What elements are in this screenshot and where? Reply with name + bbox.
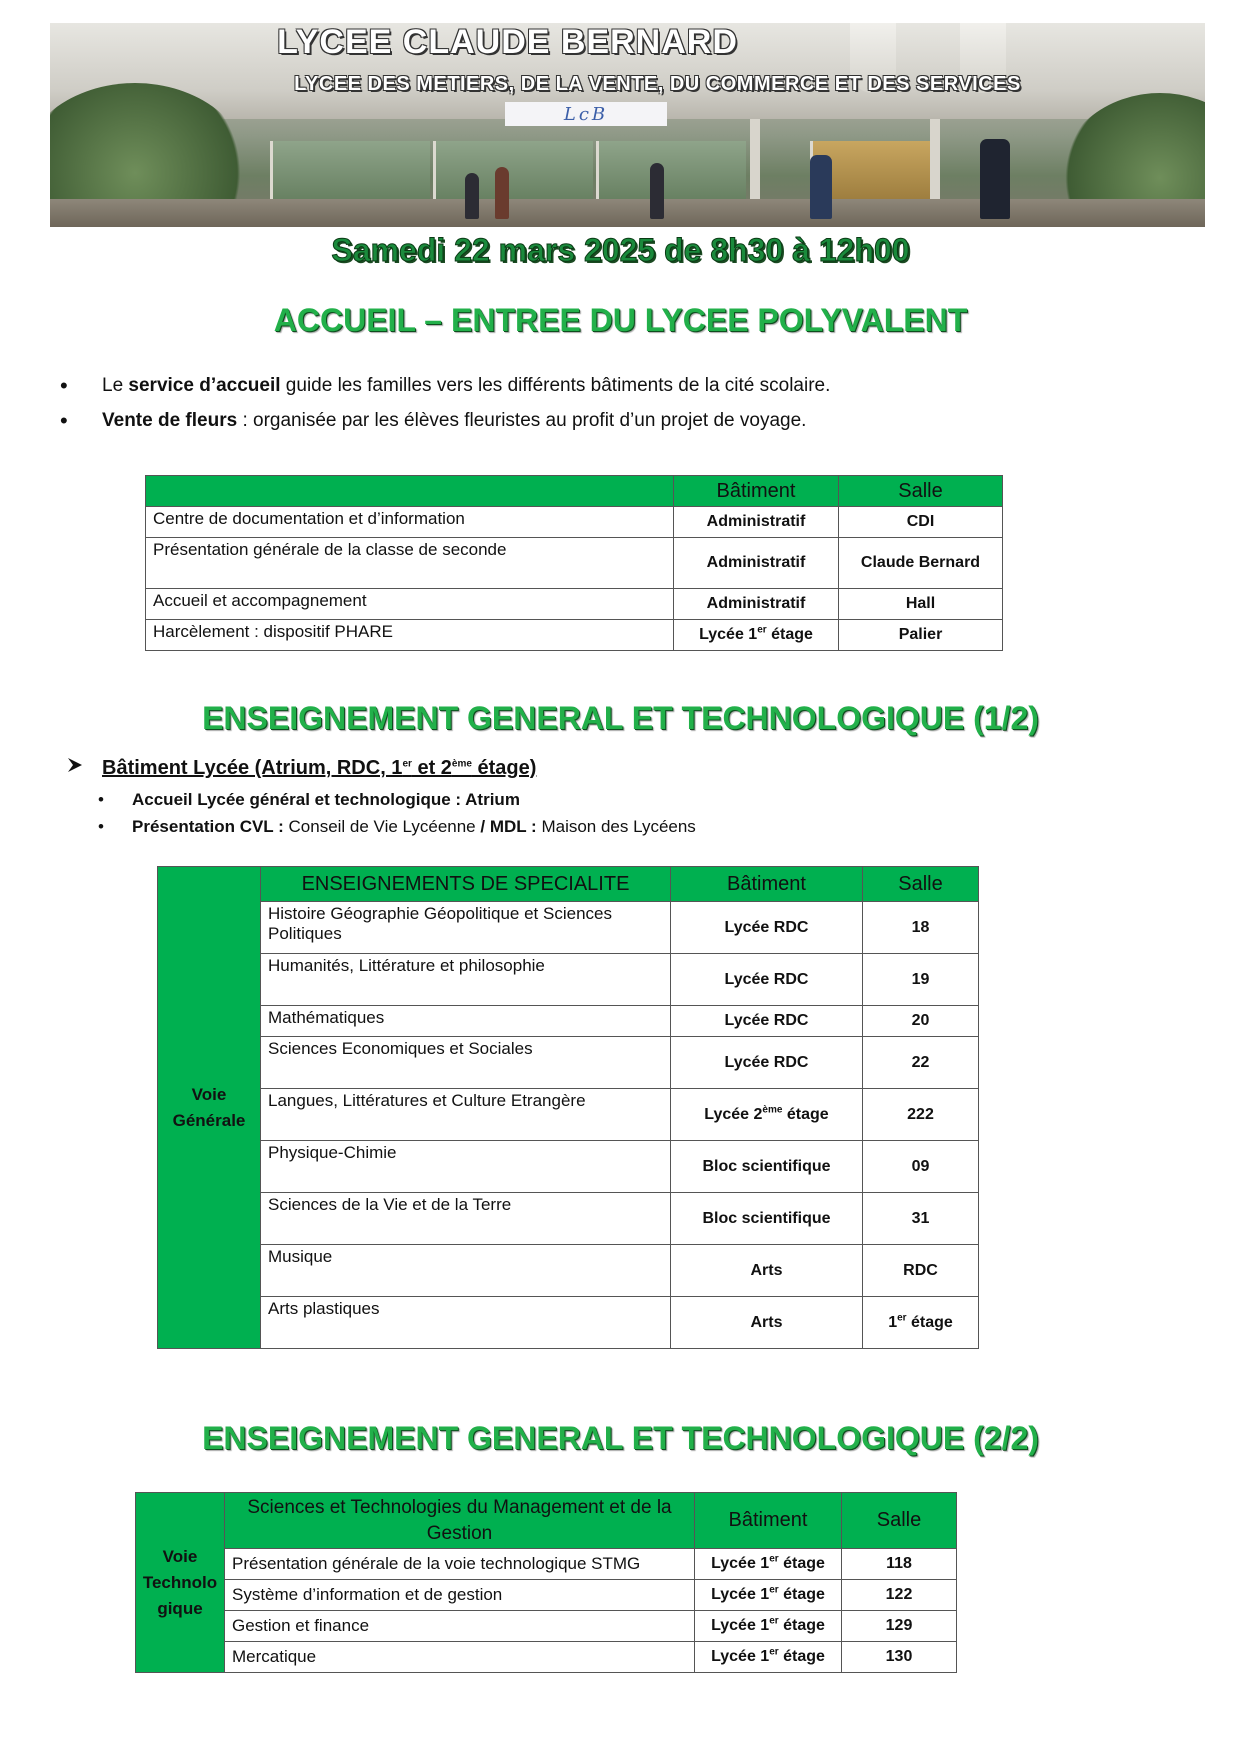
table-cell: Mercatique <box>225 1642 695 1673</box>
table-cell: Lycée RDC <box>671 954 863 1006</box>
cell-text: étage <box>778 1586 825 1603</box>
table-cell <box>674 620 839 651</box>
bullet-text: : organisée par les élèves fleuristes au profit d’un projet de voyage. <box>237 410 807 431</box>
table-cell: Mathématiques <box>261 1006 671 1037</box>
egt1-heading: ENSEIGNEMENT GENERAL ET TECHNOLOGIQUE (1/2) <box>202 700 1039 736</box>
table-header-row <box>146 476 1003 507</box>
table-cell: 118 <box>842 1549 957 1580</box>
table-cell: Humanités, Littérature et philosophie <box>261 954 671 1006</box>
banner-person <box>465 173 479 219</box>
arrow-bullet-icon <box>66 756 86 780</box>
table-cell: 122 <box>842 1580 957 1611</box>
table-cell: 20 <box>863 1006 979 1037</box>
cell-sup: er <box>769 1615 779 1627</box>
cell-text: étage <box>782 1105 829 1123</box>
table-row <box>158 902 979 954</box>
bullet-bold: Accueil Lycée général et technologique : Atrium <box>132 790 520 809</box>
banner-ground <box>50 199 1205 227</box>
table-cell: Administratif <box>674 589 839 620</box>
table-row <box>146 538 1003 589</box>
table-row <box>136 1549 957 1580</box>
table-cell: 130 <box>842 1642 957 1673</box>
table-cell: Claude Bernard <box>839 538 1003 589</box>
table-header-cell: Bâtiment <box>695 1493 842 1549</box>
table-cell: 129 <box>842 1611 957 1642</box>
cell-sup: er <box>769 1553 779 1565</box>
building-line-text <box>102 757 536 779</box>
cell-text: étage <box>778 1555 825 1572</box>
table-row <box>146 589 1003 620</box>
cell-text: Lycée 1 <box>711 1648 770 1665</box>
banner-person <box>650 163 664 219</box>
table-cell: RDC <box>863 1245 979 1297</box>
cell-text: étage <box>778 1648 825 1665</box>
table-cell <box>695 1549 842 1580</box>
list-item <box>60 403 830 438</box>
cell-sup: ème <box>762 1104 783 1116</box>
table-header-row <box>158 867 979 902</box>
table-cell: Langues, Littératures et Culture Etrangère <box>261 1089 671 1141</box>
list-item <box>60 368 830 403</box>
table-header-row <box>136 1493 957 1549</box>
table-row <box>158 1089 979 1141</box>
table-cell <box>695 1642 842 1673</box>
table-cell: Présentation générale de la voie technologique STMG <box>225 1549 695 1580</box>
building-text: et 2 <box>411 757 452 779</box>
banner-person <box>810 155 832 219</box>
cell-text: Lycée 1 <box>711 1555 770 1572</box>
bullet-text: guide les familles vers les différents bâtiments de la cité scolaire. <box>280 375 831 396</box>
group-label: gique <box>157 1598 203 1618</box>
table-cell: 09 <box>863 1141 979 1193</box>
table-row <box>158 1006 979 1037</box>
table-header-cell: Salle <box>842 1493 957 1549</box>
group-label: Voie <box>191 1084 227 1104</box>
table-cell: Centre de documentation et d’information <box>146 507 674 538</box>
bullet-text: Le <box>102 375 129 396</box>
table-cell: Lycée RDC <box>671 1006 863 1037</box>
bullet-bold: Vente de fleurs <box>102 410 238 431</box>
bullet-text: Conseil de Vie Lycéenne <box>283 817 481 836</box>
cell-text: étage <box>766 626 813 643</box>
cell-text: étage <box>906 1313 953 1331</box>
bullet-text: Maison des Lycéens <box>536 817 696 836</box>
table-cell: Histoire Géographie Géopolitique et Sciences Politiques <box>261 902 671 954</box>
bullet-bold: service d’accueil <box>128 375 281 396</box>
table-row <box>158 1037 979 1089</box>
table-cell: Accueil et accompagnement <box>146 589 674 620</box>
table-row <box>158 1193 979 1245</box>
table-cell: Harcèlement : dispositif PHARE <box>146 620 674 651</box>
table-cell: Gestion et finance <box>225 1611 695 1642</box>
table-cell: Arts <box>671 1245 863 1297</box>
cell-sup: er <box>897 1312 907 1324</box>
building-sup: er <box>402 758 412 770</box>
table-cell: Sciences de la Vie et de la Terre <box>261 1193 671 1245</box>
specialite-table <box>157 866 979 1349</box>
table-cell <box>695 1611 842 1642</box>
cell-text: Lycée 1 <box>711 1586 770 1603</box>
banner-person <box>980 139 1010 219</box>
building-text: étage) <box>471 757 537 779</box>
table-header-cell: Bâtiment <box>671 867 863 902</box>
table-cell: Administratif <box>674 507 839 538</box>
table-cell: Lycée RDC <box>671 902 863 954</box>
voie-technologique-cell <box>136 1493 225 1673</box>
group-label: Générale <box>172 1110 246 1130</box>
bullet-bold: Présentation CVL : <box>132 817 284 836</box>
building-text: Bâtiment Lycée (Atrium, RDC, 1 <box>102 757 403 779</box>
table-row <box>136 1580 957 1611</box>
table-cell: 222 <box>863 1089 979 1141</box>
cell-text: Lycée 1 <box>699 626 758 643</box>
egt1-bullet-list <box>98 786 696 840</box>
table-cell: Arts <box>671 1297 863 1349</box>
table-cell: 19 <box>863 954 979 1006</box>
table-cell: Hall <box>839 589 1003 620</box>
stmg-table <box>135 1492 957 1673</box>
event-date: Samedi 22 mars 2025 de 8h30 à 12h00 <box>331 232 910 268</box>
table-cell: Bloc scientifique <box>671 1141 863 1193</box>
list-item <box>98 813 696 840</box>
table-header-cell <box>146 476 674 507</box>
table-row <box>146 507 1003 538</box>
cell-sup: er <box>757 624 767 636</box>
banner-title: LYCEE CLAUDE BERNARD <box>277 23 738 61</box>
cell-text: Lycée 2 <box>704 1105 763 1123</box>
accueil-table <box>145 475 1003 651</box>
table-row <box>146 620 1003 651</box>
bullet-bold: / MDL : <box>480 817 537 836</box>
cell-text: étage <box>778 1617 825 1634</box>
table-cell: Physique-Chimie <box>261 1141 671 1193</box>
group-label: Technolo <box>142 1572 218 1592</box>
table-cell: Présentation générale de la classe de seconde <box>146 538 674 589</box>
table-header-cell: Salle <box>839 476 1003 507</box>
table-cell: 18 <box>863 902 979 954</box>
cell-text: 1 <box>888 1313 898 1331</box>
cell-sup: er <box>769 1584 779 1596</box>
cell-sup: er <box>769 1646 779 1658</box>
table-cell: CDI <box>839 507 1003 538</box>
table-row <box>158 1245 979 1297</box>
table-cell: 22 <box>863 1037 979 1089</box>
table-cell: Musique <box>261 1245 671 1297</box>
table-cell: Palier <box>839 620 1003 651</box>
accueil-bullet-list <box>60 368 830 438</box>
table-row <box>136 1611 957 1642</box>
group-label: Voie <box>162 1546 198 1566</box>
accueil-heading: ACCUEIL – ENTREE DU LYCEE POLYVALENT <box>273 302 968 338</box>
table-cell <box>863 1297 979 1349</box>
table-header-cell: Salle <box>863 867 979 902</box>
table-cell <box>695 1580 842 1611</box>
table-cell: Bloc scientifique <box>671 1193 863 1245</box>
table-cell: Système d’information et de gestion <box>225 1580 695 1611</box>
table-cell: Arts plastiques <box>261 1297 671 1349</box>
building-line <box>66 756 536 780</box>
building-sup: ème <box>451 758 472 770</box>
table-cell: 31 <box>863 1193 979 1245</box>
table-cell <box>671 1089 863 1141</box>
cell-text: Lycée 1 <box>711 1617 770 1634</box>
table-header-cell: Bâtiment <box>674 476 839 507</box>
table-row <box>158 1297 979 1349</box>
school-logo-text: LcB <box>563 103 609 125</box>
school-logo <box>505 102 667 126</box>
header-banner-image <box>50 23 1205 227</box>
table-header-cell: Sciences et Technologies du Management et de la Gestion <box>225 1493 695 1549</box>
voie-generale-cell <box>158 867 261 1349</box>
banner-person <box>495 167 509 219</box>
table-cell: Lycée RDC <box>671 1037 863 1089</box>
list-item <box>98 786 696 813</box>
banner-subtitle: LYCEE DES METIERS, DE LA VENTE, DU COMMERCE ET DES SERVICES <box>294 73 1021 95</box>
table-cell: Administratif <box>674 538 839 589</box>
table-row <box>158 1141 979 1193</box>
table-row <box>158 954 979 1006</box>
table-cell: Sciences Economiques et Sociales <box>261 1037 671 1089</box>
table-header-cell: ENSEIGNEMENTS DE SPECIALITE <box>261 867 671 902</box>
table-row <box>136 1642 957 1673</box>
egt2-heading: ENSEIGNEMENT GENERAL ET TECHNOLOGIQUE (2/2) <box>202 1420 1039 1456</box>
